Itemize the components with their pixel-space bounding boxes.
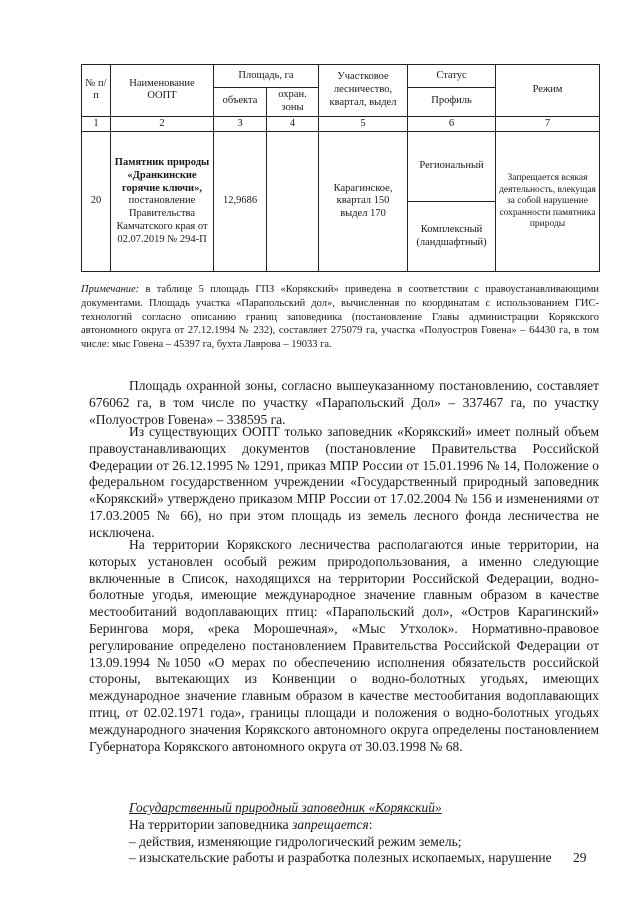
paragraph-protection-zone [89, 378, 599, 428]
column-number: 6 [408, 116, 496, 132]
paragraph-koryaksky-documents [89, 424, 599, 542]
paragraph-text: Площадь охранной зоны, согласно вышеуказанному постановлению, составляет 676062 га, в том числе по участку «Парапольский Дол» – 337467 га, по участку «Полуостров Говена» – 338595 га. [89, 378, 599, 427]
section-koryaksky-reserve [89, 800, 599, 867]
row-num: 20 [82, 132, 111, 272]
row-regime: Запрещается всякая деятельность, влекущая за собой нарушение сохранности памятника природы [496, 132, 600, 272]
row-status: Региональный [408, 132, 496, 202]
paragraph-text: На территории Корякского лесничества располагаются иные территории, на которых установлен особый режим природопользования, а именно следующие включенные в Список, находящихся на территории Российской Федерации, водно-болотные угодья, имеющие международное значение главным образом в качестве местообитаний водоплавающих птиц: «Парапольский дол», «Остров Карагинский» Берингова моря, «река Морошечная», «Мыс Утхолок». Нормативно-правовое регулирование определено постановлением Правительства Российской Федерации от 13.09.1994 №1050 «О мерах по обеспечению исполнения обязательств российской стороны, вытекающих из Конвенции о водно-болотных угодьях, имеющих международное значение главным образом в качестве местообитания водоплавающих птиц, от 02.02.1971 года», границы площади и положения о водно-болотных угодьях международного значения Корякского автономного округа определены постановлением Губернатора Корякского автономного округа от 30.03.1998 № 68. [89, 537, 599, 754]
paragraph-wetlands [89, 537, 599, 755]
header-regime: Режим [496, 65, 600, 117]
section-heading: Государственный природный заповедник «Корякский» [129, 800, 442, 815]
column-number: 5 [319, 116, 408, 132]
table-header-row [82, 65, 600, 88]
intro-prefix: На территории заповедника [129, 816, 289, 832]
intro-emphasis: запрещается [292, 816, 369, 832]
header-profile: Профиль [408, 88, 496, 117]
header-name: Наименование ООПТ [111, 65, 214, 117]
row-area-zone [267, 132, 319, 272]
header-area-zone: охран. зоны [267, 88, 319, 117]
header-forestry: Участковое лесничество, квартал, выдел [319, 65, 408, 117]
header-area: Площадь, га [214, 65, 319, 88]
column-number: 3 [214, 116, 267, 132]
list-item: – изыскательские работы и разработка полезных ископаемых, нарушение [129, 850, 552, 866]
column-number: 7 [496, 116, 600, 132]
section-intro [89, 817, 599, 834]
table-note [81, 283, 599, 352]
paragraph-text: Из существующих ООПТ только заповедник «Корякский» имеет полный объем правоустанавливающих документов (постановление Правительства Российской Федерации от 26.12.1995 № 1291, приказ МПР России от 15.01.1996 № 14, Положение о федеральном государственном учреждении «Государственный природный заповедник «Корякский» утверждено приказом МПР России от 17.02.2004 № 156 и изменениями от 17.03.2005 № 66), но при этом площадь из земель лесного фонда лесничества не исключена. [89, 424, 599, 540]
note-label: Примечание: [81, 284, 140, 295]
header-status: Статус [408, 65, 496, 88]
header-area-object: объекта [214, 88, 267, 117]
row-profile: Комплексный (ландшафтный) [408, 202, 496, 272]
table-row [82, 132, 600, 202]
ootp-table [81, 64, 600, 272]
row-forestry: Карагинское, квартал 150 выдел 170 [319, 132, 408, 272]
intro-suffix: : [368, 816, 373, 832]
column-number: 2 [111, 116, 214, 132]
row-area-object: 12,9686 [214, 132, 267, 272]
list-item: – действия, изменяющие гидрологический режим земель; [129, 833, 462, 849]
column-number: 1 [82, 116, 111, 132]
header-num: № п/п [82, 65, 111, 117]
row-name-title: Памятник природы «Дранкинские горячие ключи», [114, 157, 210, 194]
row-name [111, 132, 214, 272]
page-number: 29 [573, 850, 587, 865]
note-text: в таблице 5 площадь ГПЗ «Корякский» приведена в соответствии с правоустанавливающими документами. Площадь участка «Парапольский дол», вычисленная по координатам с использованием ГИС-технологий согласно описанию границ заповедника (постановление Главы администрации Корякского автономного округа от 27.12.1994 № 232), составляет 275079 га, участка «Полуостров Говена» – 64430 га, в том числе: мыс Говена – 45397 га, бухта Лаврова – 19033 га. [81, 284, 600, 351]
column-number: 4 [267, 116, 319, 132]
row-name-decree: постановление Правительства Камчатского края от 02.07.2019 № 294-П [116, 195, 208, 245]
column-number-row [82, 116, 600, 132]
